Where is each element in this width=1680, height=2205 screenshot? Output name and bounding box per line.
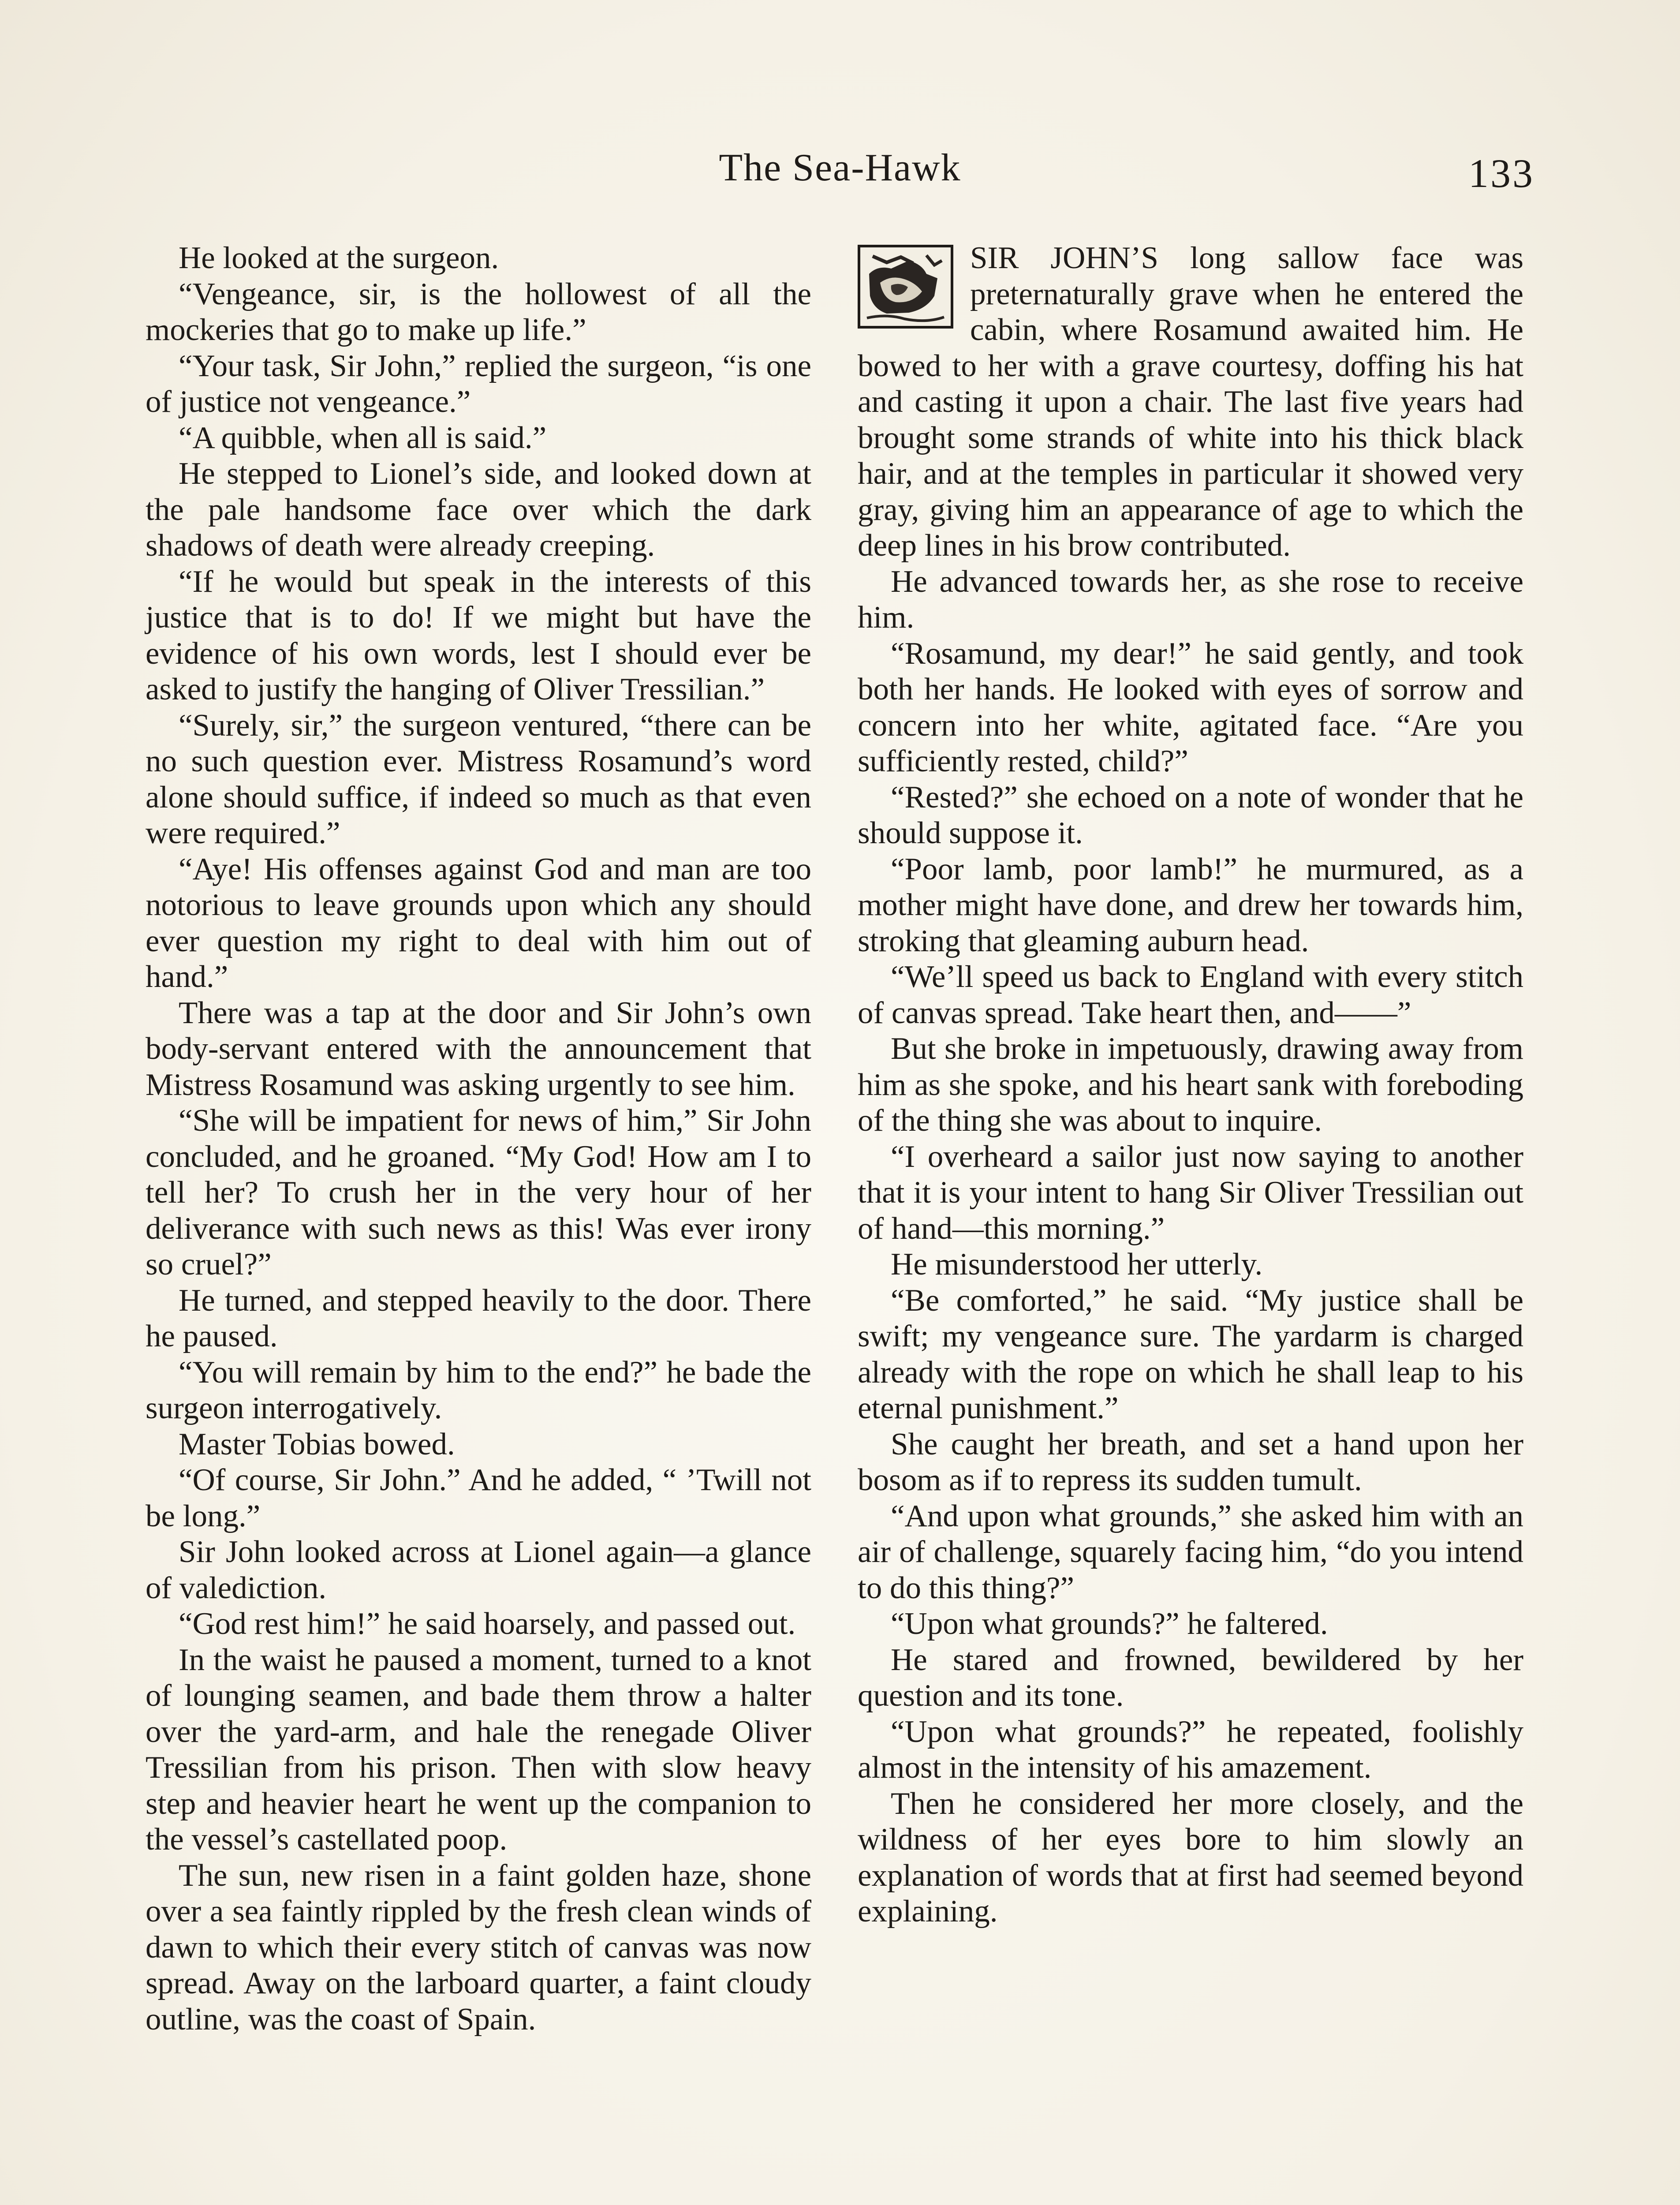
page-number: 133 <box>1468 151 1534 196</box>
paragraph: The sun, new risen in a faint golden haze, shone over a sea faintly rippled by the fresh clean winds of dawn to which their every stitch of canvas was now spread. Away on the larboard quarter, a faint cloudy outline, was the coast of Spain. <box>146 1858 811 2037</box>
paragraph: “Of course, Sir John.” And he added, “ ’Twill not be long.” <box>146 1463 811 1533</box>
paragraph: “We’ll speed us back to England with every stitch of canvas spread. Take heart then, and——” <box>858 960 1523 1030</box>
paragraph: “Vengeance, sir, is the hollowest of all the mockeries that go to make up life.” <box>146 277 811 347</box>
paragraph: “Upon what grounds?” he faltered. <box>891 1607 1328 1641</box>
left-column <box>146 240 811 2037</box>
paragraph: “Poor lamb, poor lamb!” he murmured, as a mother might have done, and drew her towards him, stroking that gleaming auburn head. <box>858 852 1523 958</box>
paragraph: “Your task, Sir John,” replied the surgeon, “is one of justice not vengeance.” <box>146 348 811 419</box>
paragraph: He advanced towards her, as she rose to receive him. <box>858 564 1523 635</box>
paragraph: She caught her breath, and set a hand upon her bosom as if to repress its sudden tumult. <box>858 1427 1523 1497</box>
paragraph: “Surely, sir,” the surgeon ventured, “there can be no such question ever. Mistress Rosamund’s word alone should suffice, if indeed so much as that even were required.” <box>146 708 811 850</box>
paragraph: There was a tap at the door and Sir John’s own body-servant entered with the announcement that Mistress Rosamund was asking urgently to see him. <box>146 995 811 1102</box>
paragraph: “Rested?” she echoed on a note of wonder that he should suppose it. <box>858 780 1523 850</box>
ship-vignette-icon <box>858 245 953 329</box>
paragraph: But she broke in impetuously, drawing away from him as she spoke, and his heart sank with foreboding of the thing she was about to inquire. <box>858 1031 1523 1138</box>
running-title: The Sea-Hawk <box>719 146 961 189</box>
paragraph: He misunderstood her utterly. <box>891 1247 1263 1282</box>
paragraph: “Upon what grounds?” he repeated, foolishly almost in the intensity of his amazement. <box>858 1714 1523 1785</box>
ship-vignette-graphic <box>860 247 951 326</box>
paragraph: He looked at the surgeon. <box>179 241 499 275</box>
right-column <box>858 240 1523 1930</box>
paragraph: Then he considered her more closely, and the wildness of her eyes bore to him slowly an explanation of words that at first had seemed beyond explaining. <box>858 1786 1523 1928</box>
paragraph: SIR JOHN’S long sallow face was preternaturally grave when he entered the cabin, where Rosamund awaited him. He bowed to her with a grave courtesy, doffing his hat and casting it upon a chair. The last five years had brought some strands of white into his thick black hair, and at the temples in particular it showed very gray, giving him an appearance of age to which the deep lines in his brow contributed. <box>858 241 1523 563</box>
paragraph: “Be comforted,” he said. “My justice shall be swift; my vengeance sure. The yardarm is charged already with the rope on which he shall leap to his eternal punishment.” <box>858 1283 1523 1425</box>
page-header <box>146 146 1534 207</box>
paragraph: He stepped to Lionel’s side, and looked down at the pale handsome face over which the dark shadows of death were already creeping. <box>146 456 811 563</box>
paragraph: “A quibble, when all is said.” <box>179 420 547 455</box>
paragraph: “God rest him!” he said hoarsely, and passed out. <box>179 1607 796 1641</box>
paragraph: “You will remain by him to the end?” he bade the surgeon interrogatively. <box>146 1355 811 1425</box>
paragraph: In the waist he paused a moment, turned to a knot of lounging seamen, and bade them throw a halter over the yard-arm, and hale the renegade Oliver Tressilian from his prison. Then with slow heavy step and heavier heart he went up the companion to the vessel’s castellated poop. <box>146 1642 811 1857</box>
paragraph: “Aye! His offenses against God and man are too notorious to leave grounds upon which any should ever question my right to deal with him out of hand.” <box>146 852 811 994</box>
paragraph: He turned, and stepped heavily to the door. There he paused. <box>146 1283 811 1353</box>
paragraph: “If he would but speak in the interests of this justice that is to do! If we might but have the evidence of his own words, lest I should ever be asked to justify the hanging of Oliver Tressilian.” <box>146 564 811 706</box>
paragraph: Sir John looked across at Lionel again—a glance of valediction. <box>146 1535 811 1605</box>
paragraph: Master Tobias bowed. <box>179 1427 455 1461</box>
paragraph: “And upon what grounds,” she asked him with an air of challenge, squarely facing him, “do you intend to do this thing?” <box>858 1499 1523 1605</box>
paragraph: He stared and frowned, bewildered by her question and its tone. <box>858 1642 1523 1713</box>
paragraph: “Rosamund, my dear!” he said gently, and took both her hands. He looked with eyes of sorrow and concern into her white, agitated face. “Are you sufficiently rested, child?” <box>858 636 1523 778</box>
paragraph: “She will be impatient for news of him,” Sir John concluded, and he groaned. “My God! How am I to tell her? To crush her in the very hour of her deliverance with such news as this! Was ever irony so cruel?” <box>146 1103 811 1282</box>
paragraph: “I overheard a sailor just now saying to another that it is your intent to hang Sir Oliver Tressilian out of hand—this morning.” <box>858 1139 1523 1246</box>
